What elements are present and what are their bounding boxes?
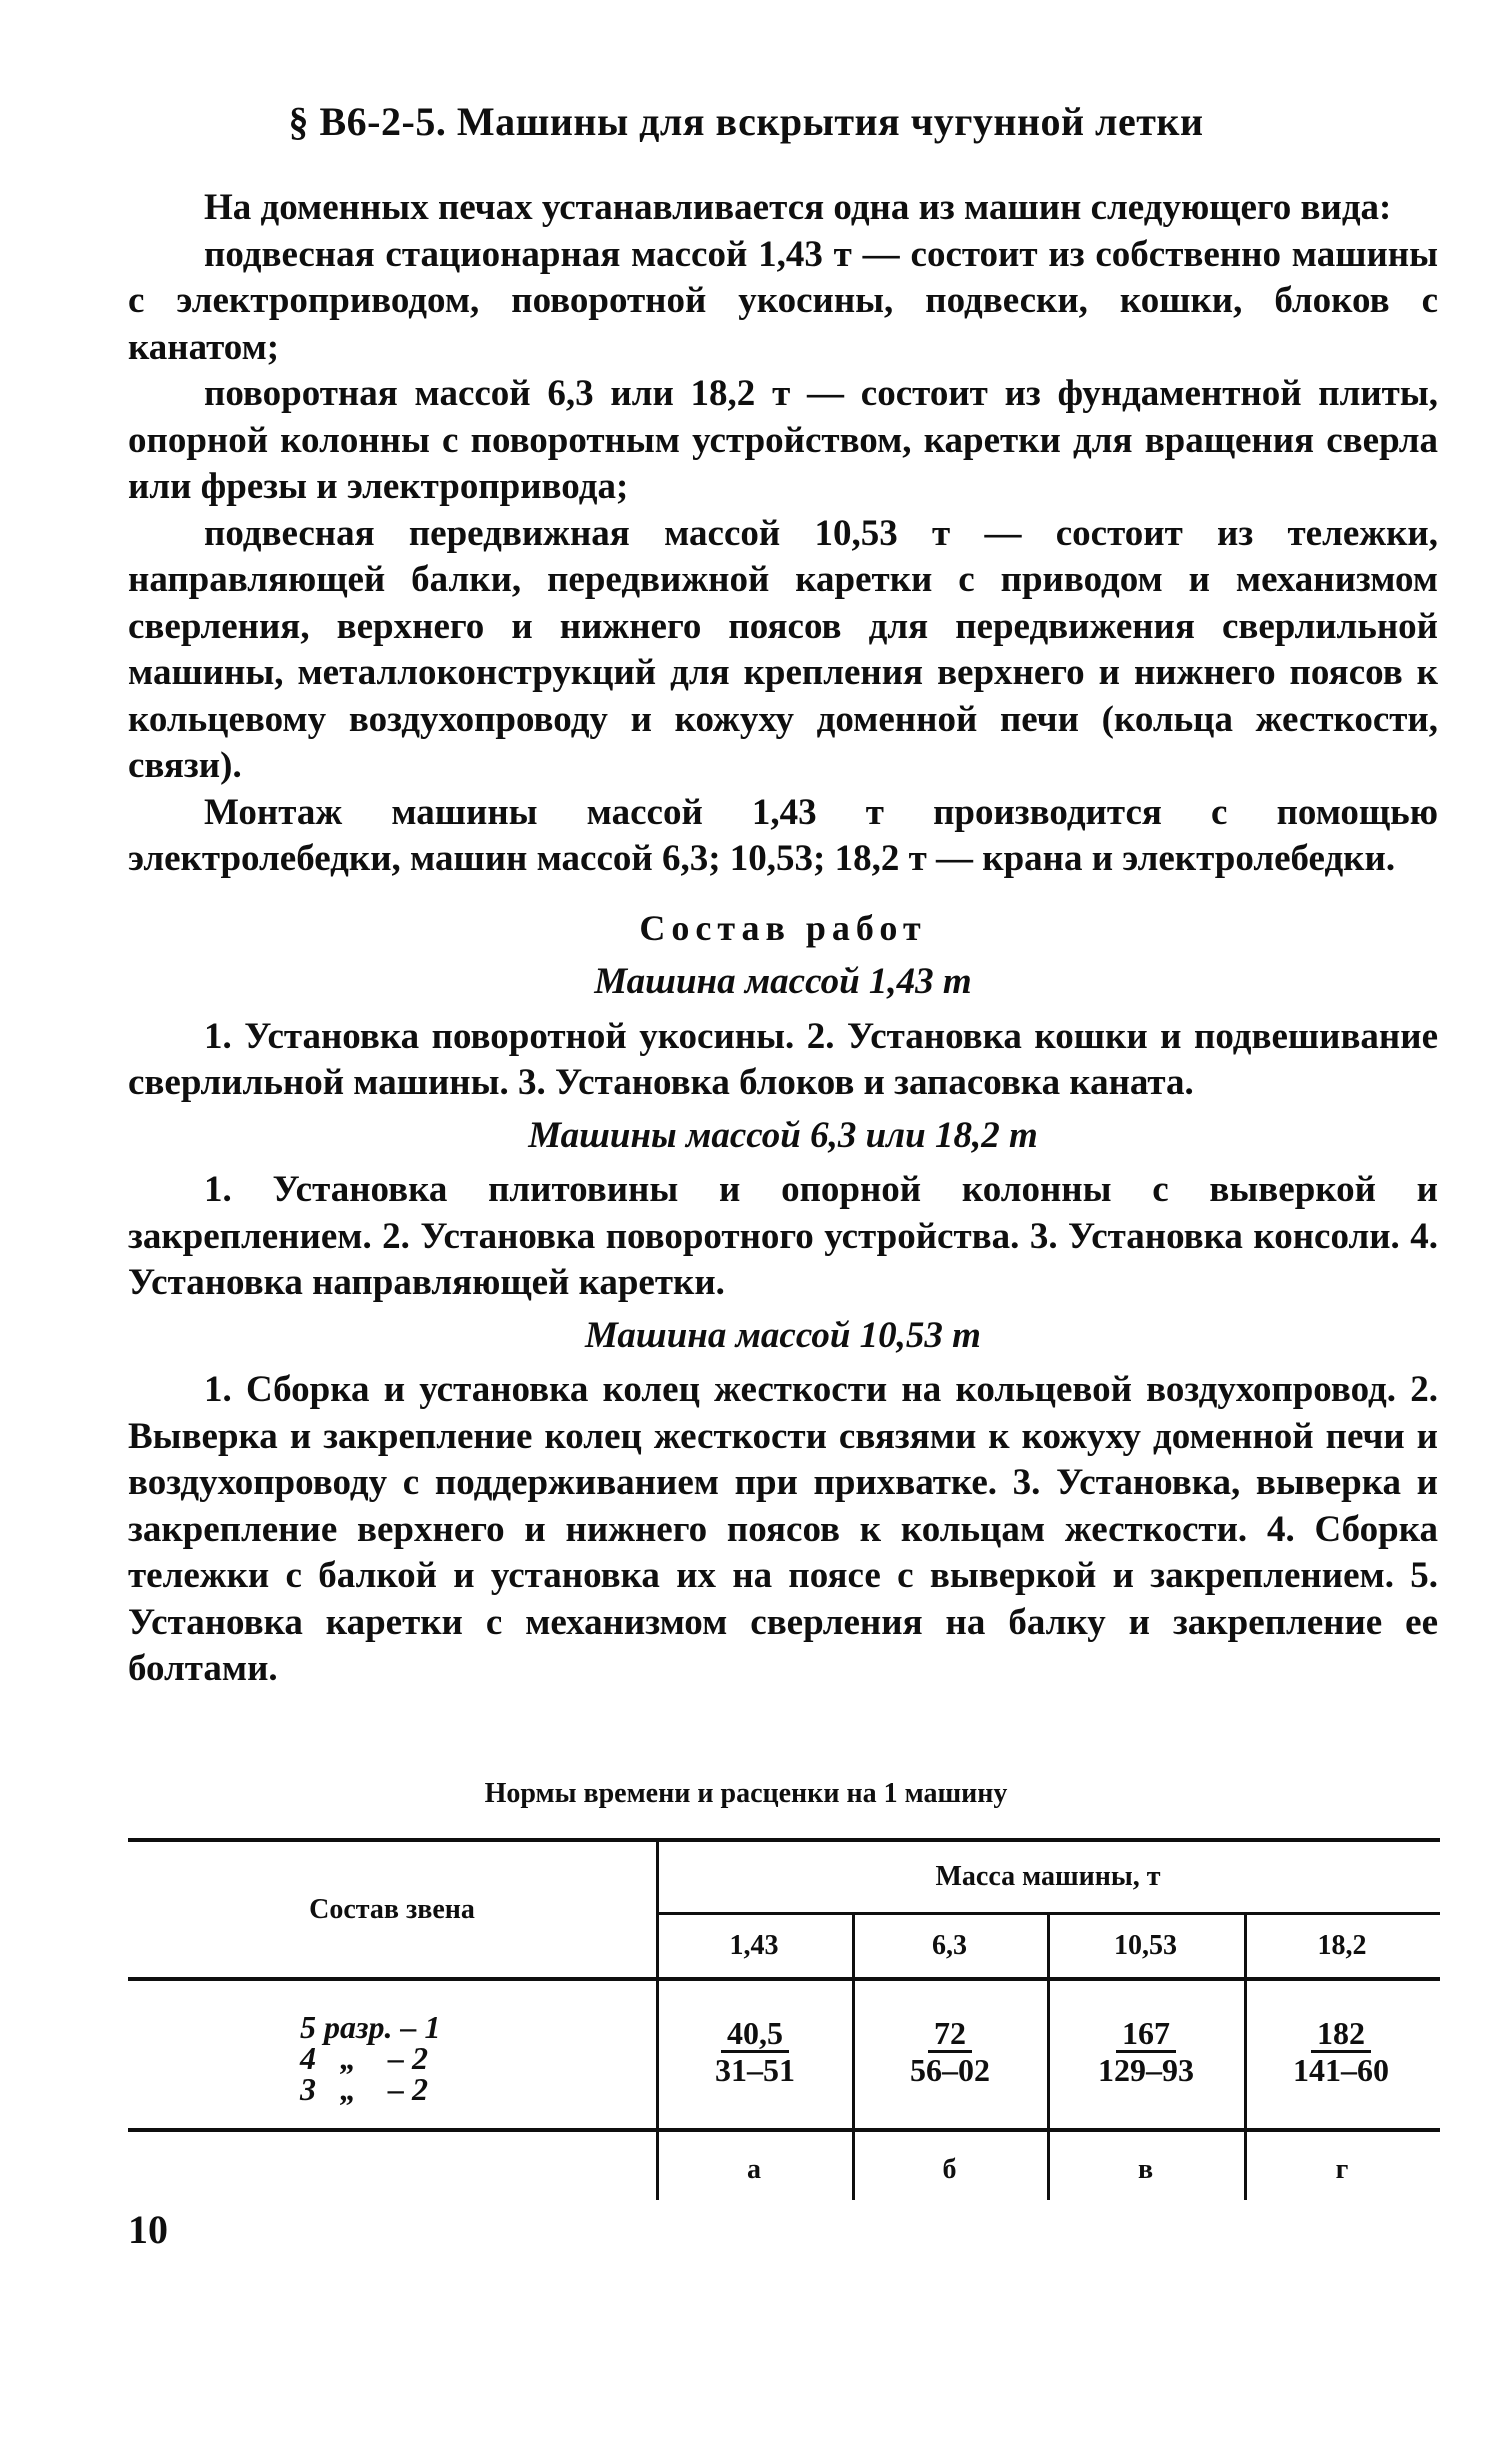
norm-cell (845, 2016, 1055, 2087)
paragraph: На доменных печах устанавливается одна из машин следующего вида: (204, 187, 1392, 228)
paragraph: подвесная передвижная массой 10,53 т — состоит из тележки, направляющей балки, передвижной каретки с приводом и механизмом сверления, верхнего и нижнего поясов для передвижения сверлильной машины, металлоконструкций для крепления верхнего и нижнего поясов к кольцевому воздухопроводу и кожуху доменной печи (кольца жесткости, связи). (128, 512, 1438, 786)
norm-cell (1041, 2016, 1251, 2087)
crew-line: 5 разр. – 1 (300, 2009, 441, 2045)
paragraph: Монтаж машины массой 1,43 т производится с помощью электролебедки, машин массой 6,3; 10,53; 18,2 т — крана и электролебедки. (128, 791, 1438, 879)
mass-header: Масса машины, т (935, 1861, 1161, 1892)
crew-line: 4 „ – 2 (300, 2040, 428, 2076)
norm-cell (650, 2016, 860, 2087)
time-norm: 182 (1311, 2016, 1371, 2053)
time-norm: 40,5 (721, 2016, 789, 2053)
price-rate: 141–60 (1293, 2052, 1389, 2088)
table-caption: Нормы времени и расценки на 1 машину (484, 1778, 1008, 1809)
mass-column-header: 1,43 (729, 1930, 779, 1961)
price-rate: 129–93 (1098, 2052, 1194, 2088)
body-text (128, 185, 1438, 1693)
mass-column-header: 18,2 (1317, 1930, 1367, 1961)
crew-list (300, 2009, 500, 2107)
column-index: г (1335, 2154, 1349, 2185)
mass-column-header: 6,3 (932, 1930, 967, 1961)
column-index: а (747, 2154, 761, 2185)
page-number: 10 (128, 2207, 168, 2252)
subsection-text: 1. Установка плитовины и опорной колонны с выверкой и закреплением. 2. Установка поворотного устройства. 3. Установка консоли. 4. Установка направляющей каретки. (128, 1169, 1438, 1303)
subsection-title: Машина массой 1,43 т (594, 961, 972, 1002)
crew-line: 3 „ – 2 (300, 2071, 428, 2107)
mass-column-header: 10,53 (1114, 1930, 1177, 1961)
section-heading: § В6-2-5. Машины для вскрытия чугунной летки (288, 99, 1204, 144)
paragraph: подвесная стационарная массой 1,43 т — состоит из собственно машины с электроприводом, поворотной укосины, подвески, кошки, блоков с канатом; (128, 233, 1438, 368)
paragraph: поворотная массой 6,3 или 18,2 т — состоит из фундаментной плиты, опорной колонны с поворотным устройством, каретки для вращения сверла или фрезы и электропривода; (128, 373, 1438, 507)
subsection-text: 1. Установка поворотной укосины. 2. Установка кошки и подвешивание сверлильной машины. 3. Установка блоков и запасовка каната. (128, 1015, 1438, 1103)
subsection-title: Машины массой 6,3 или 18,2 т (528, 1114, 1038, 1156)
price-rate: 56–02 (910, 2052, 990, 2088)
work-section-title: Состав работ (639, 907, 927, 948)
subsection-title: Машина массой 10,53 т (585, 1314, 981, 1356)
time-norm: 72 (928, 2016, 972, 2053)
time-norm: 167 (1116, 2016, 1176, 2053)
norm-cell (1236, 2016, 1446, 2087)
price-rate: 31–51 (715, 2052, 795, 2088)
subsection-text: 1. Сборка и установка колец жесткости на кольцевой воздухопровод. 2. Выверка и закрепление колец жесткости связями к кожуху доменной печи и воздухопроводу с поддерживанием при прихватке. 3. Установка, выверка и закрепление верхнего и нижнего поясов к кольцам жесткости. 4. Сборка тележки с балкой и установка их на поясе с выверкой и закреплением. 5. Установка каретки с механизмом сверления на балку и закрепление ее болтами. (128, 1369, 1438, 1689)
crew-header: Состав звена (309, 1893, 475, 1925)
column-index: в (1137, 2154, 1154, 2185)
column-index: б (942, 2154, 957, 2185)
